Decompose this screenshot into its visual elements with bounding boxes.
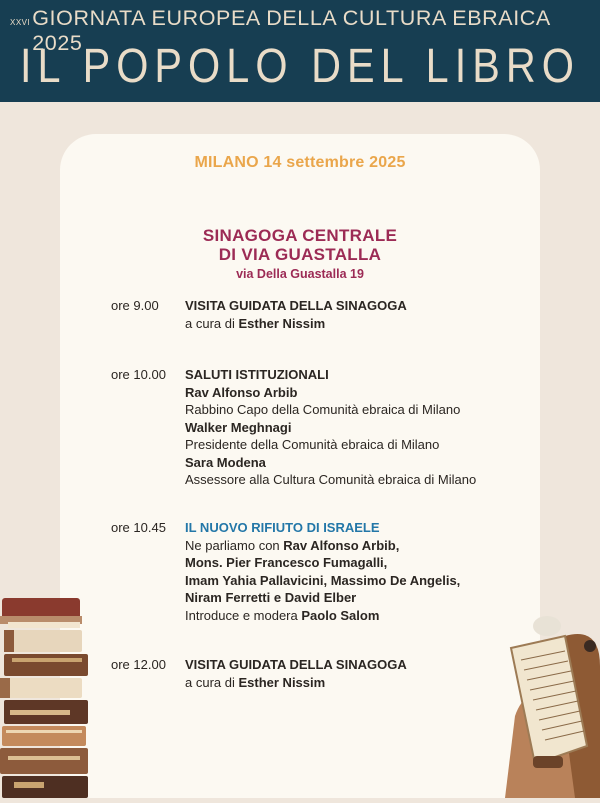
- panel-guest: Rav Alfonso Arbib,: [283, 537, 400, 553]
- man-reading-scroll-illustration: [505, 606, 600, 798]
- slot-body: [185, 519, 525, 624]
- venue-name-line2: DI VIA GUASTALLA: [218, 245, 382, 264]
- header-event-line: [10, 6, 590, 55]
- panel-guests-line: Imam Yahia Pallavicini, Massimo De Angelis,: [185, 572, 461, 588]
- panel-guests-line: Niram Ferretti e David Elber: [185, 590, 357, 605]
- speaker-role: Assessore alla Cultura Comunità ebraica di Milano: [185, 472, 477, 487]
- venue-block: [0, 226, 600, 281]
- panel-guests-line: Mons. Pier Francesco Fumagalli,: [185, 555, 388, 570]
- city-date: MILANO 14 settembre 2025: [194, 154, 406, 171]
- speaker-name: Rav Alfonso Arbib: [185, 384, 298, 400]
- slot-time: ore 9.00: [111, 298, 159, 313]
- slot-body: [185, 366, 525, 489]
- stack-of-books-illustration: [0, 596, 92, 798]
- panel-intro: Ne parliamo con: [185, 537, 284, 553]
- curator-name: Esther Nissim: [238, 315, 326, 331]
- speaker-name: Sara Modena: [185, 454, 266, 470]
- curator-name: Esther Nissim: [238, 674, 326, 690]
- panel-guests-line: [185, 537, 525, 555]
- slot-body: [185, 656, 525, 691]
- moderator-name: Paolo Salom: [301, 607, 380, 623]
- slot-time: ore 12.00: [111, 657, 166, 672]
- slot-time: ore 10.45: [111, 520, 166, 535]
- curator-prefix: a cura di: [185, 315, 239, 331]
- venue-name-line1: SINAGOGA CENTRALE: [202, 226, 398, 245]
- event-name: GIORNATA EUROPEA DELLA CULTURA EBRAICA 2025: [32, 6, 550, 55]
- curator-prefix: a cura di: [185, 674, 239, 690]
- speaker-role: Rabbino Capo della Comunità ebraica di Milano: [185, 402, 461, 417]
- speaker-role: Presidente della Comunità ebraica di Milano: [185, 437, 440, 452]
- header-title-art: [0, 34, 600, 94]
- slot-title: VISITA GUIDATA DELLA SINAGOGA: [185, 657, 407, 672]
- edition-number: XXVI: [10, 18, 31, 27]
- header-title: [0, 34, 600, 94]
- slot-title: SALUTI ISTITUZIONALI: [185, 367, 329, 382]
- speaker-name: Walker Meghnagi: [185, 419, 292, 435]
- header-banner: [0, 0, 600, 102]
- slot-title: VISITA GUIDATA DELLA SINAGOGA: [185, 298, 407, 313]
- slot-time: ore 10.00: [111, 367, 166, 382]
- slot-body: [185, 297, 525, 332]
- slot-curator: [185, 674, 525, 692]
- slot-curator: [185, 315, 525, 333]
- venue-address: via Della Guastalla 19: [236, 267, 364, 281]
- header-title-text: IL POPOLO DEL LIBRO: [20, 40, 580, 93]
- panel-moderator-line: [185, 607, 525, 625]
- moderator-prefix: Introduce e modera: [185, 607, 302, 623]
- slot-title: IL NUOVO RIFIUTO DI ISRAELE: [185, 520, 380, 535]
